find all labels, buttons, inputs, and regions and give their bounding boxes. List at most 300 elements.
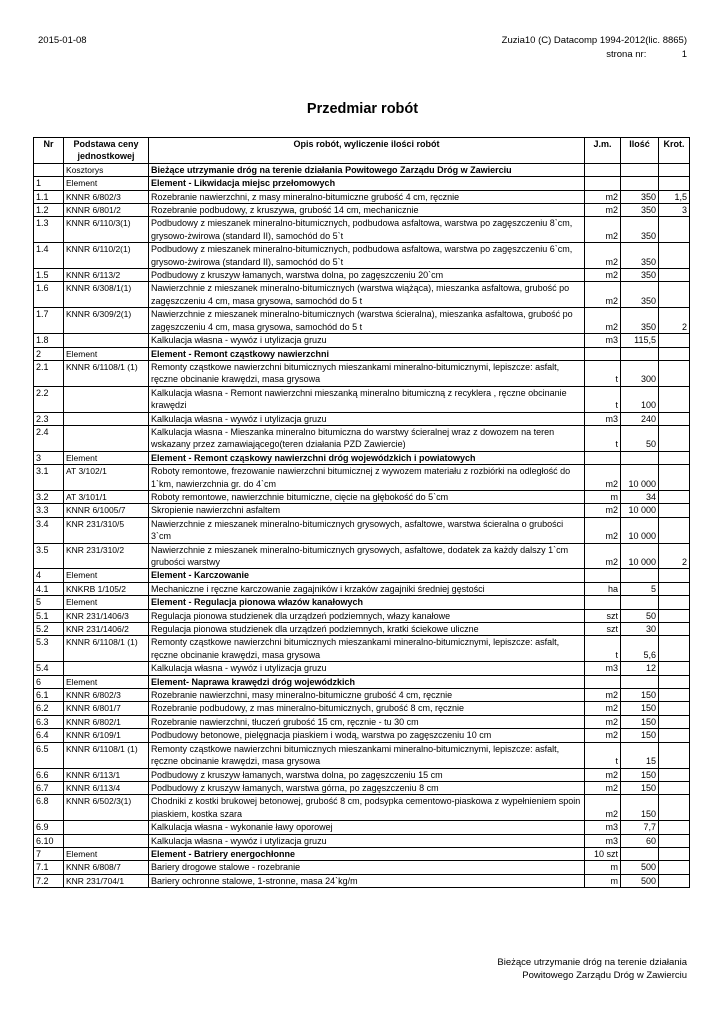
row-nr: 2: [34, 347, 64, 360]
row-nr: 7: [34, 847, 64, 860]
row-unit: m: [585, 874, 621, 887]
row-quantity: [621, 596, 659, 609]
row-description: Bariery drogowe stalowe - rozebranie: [149, 861, 585, 874]
row-description: Roboty remontowe, frezowanie nawierzchni bitumicznej z wywozem materiału z rozbiórki na odległość do 1`km, nawierzchnia gr. do 4`cm: [149, 465, 585, 491]
row-description: Podbudowy z mieszanek mineralno-bitumicznych, podbudowa asfaltowa, warstwa po zagęszczeniu 6`cm, grysowo-żwirowa (standard II), samochód do 5`t: [149, 243, 585, 269]
row-multiplier: [659, 662, 690, 675]
row-unit: [585, 675, 621, 688]
row-multiplier: [659, 569, 690, 582]
table-row: [34, 582, 690, 595]
row-description: Nawierzchnie z mieszanek mineralno-bitumicznych (warstwa wiążąca), mieszanka asfaltowa, grubość po zagęszczeniu 4 cm, masa grysowa, samochód do 5 t: [149, 282, 585, 308]
table-row: [34, 569, 690, 582]
row-basis: KNNR 6/110/2(1): [64, 243, 149, 269]
row-multiplier: [659, 347, 690, 360]
row-quantity: 30: [621, 623, 659, 636]
row-nr: 5.2: [34, 623, 64, 636]
row-multiplier: [659, 360, 690, 386]
row-basis: AT 3/101/1: [64, 490, 149, 503]
row-nr: 4.1: [34, 582, 64, 595]
row-description: Bieżące utrzymanie dróg na terenie działania Powitowego Zarządu Dróg w Zawierciu: [149, 163, 585, 176]
row-nr: 2.4: [34, 425, 64, 451]
row-description: Rozebranie podbudowy, z mas mineralno-bitumicznych, grubość 8 cm, ręcznie: [149, 702, 585, 715]
table-row: [34, 386, 690, 412]
table-row: [34, 190, 690, 203]
row-multiplier: 3: [659, 204, 690, 217]
row-multiplier: [659, 412, 690, 425]
row-quantity: [621, 163, 659, 176]
footer: [497, 956, 687, 982]
row-description: Nawierzchnie z mieszanek mineralno-bitumicznych grysowych, asfaltowe, warstwa ścieralna o grubości 3`cm: [149, 517, 585, 543]
row-description: Element - Likwidacja miejsc przełomowych: [149, 177, 585, 190]
row-basis: Element: [64, 569, 149, 582]
row-multiplier: [659, 217, 690, 243]
row-unit: m2: [585, 715, 621, 728]
row-description: Kalkulacja własna - wykonanie ławy oporowej: [149, 821, 585, 834]
row-quantity: 350: [621, 217, 659, 243]
row-nr: 6.9: [34, 821, 64, 834]
row-multiplier: [659, 874, 690, 887]
row-basis: KNNR 6/801/7: [64, 702, 149, 715]
row-unit: m2: [585, 190, 621, 203]
row-unit: [585, 177, 621, 190]
row-unit: szt: [585, 609, 621, 622]
row-description: Kalkulacja własna - wywóz i utylizacja gruzu: [149, 334, 585, 347]
table-row: [34, 861, 690, 874]
row-unit: m2: [585, 768, 621, 781]
row-unit: m2: [585, 504, 621, 517]
row-nr: 1.7: [34, 308, 64, 334]
row-quantity: [621, 451, 659, 464]
row-quantity: 240: [621, 412, 659, 425]
row-nr: [34, 163, 64, 176]
row-quantity: 10 000: [621, 543, 659, 569]
table-header-row: [34, 138, 690, 164]
row-basis: KNNR 6/808/7: [64, 861, 149, 874]
row-nr: 5: [34, 596, 64, 609]
row-unit: m2: [585, 689, 621, 702]
row-description: Kalkulacja własna - wywóz i utylizacja gruzu: [149, 412, 585, 425]
row-nr: 6.1: [34, 689, 64, 702]
row-nr: 3.4: [34, 517, 64, 543]
row-unit: m: [585, 861, 621, 874]
row-basis: KNNR 6/113/1: [64, 768, 149, 781]
row-basis: KNNR 6/1108/1 (1): [64, 742, 149, 768]
row-description: Kalkulacja własna - wywóz i utylizacja gruzu: [149, 834, 585, 847]
row-description: Rozebranie podbudowy, z kruszywa, grubość 14 cm, mechanicznie: [149, 204, 585, 217]
row-basis: KNNR 6/109/1: [64, 729, 149, 742]
table-row: [34, 543, 690, 569]
table-row: [34, 609, 690, 622]
row-basis: KNNR 6/113/4: [64, 781, 149, 794]
row-quantity: 500: [621, 874, 659, 887]
row-quantity: 5: [621, 582, 659, 595]
table-row: [34, 282, 690, 308]
row-multiplier: [659, 834, 690, 847]
table-row: [34, 636, 690, 662]
table-row: [34, 675, 690, 688]
table-row: [34, 596, 690, 609]
table-row: [34, 662, 690, 675]
row-multiplier: [659, 729, 690, 742]
row-quantity: 150: [621, 715, 659, 728]
document-title: Przedmiar robót: [306, 101, 419, 117]
row-description: Remonty cząstkowe nawierzchni bitumicznych mieszankami mineralno-bitumicznymi, lepiszcze: asfalt, ręczne obcinanie krawędzi, masa grysowa: [149, 360, 585, 386]
row-multiplier: [659, 425, 690, 451]
table-row: [34, 465, 690, 491]
row-quantity: 150: [621, 689, 659, 702]
table-row: [34, 874, 690, 887]
row-unit: m3: [585, 334, 621, 347]
row-nr: 1.6: [34, 282, 64, 308]
row-unit: m2: [585, 217, 621, 243]
row-basis: KNNR 6/801/2: [64, 204, 149, 217]
table-row: [34, 451, 690, 464]
row-unit: t: [585, 425, 621, 451]
table-row: [34, 729, 690, 742]
row-quantity: [621, 675, 659, 688]
row-multiplier: [659, 742, 690, 768]
row-quantity: 350: [621, 308, 659, 334]
row-basis: AT 3/102/1: [64, 465, 149, 491]
row-quantity: 350: [621, 282, 659, 308]
row-nr: 4: [34, 569, 64, 582]
row-nr: 5.1: [34, 609, 64, 622]
row-unit: ha: [585, 582, 621, 595]
row-basis: Element: [64, 347, 149, 360]
row-basis: [64, 334, 149, 347]
row-unit: m2: [585, 702, 621, 715]
row-description: Element - Regulacja pionowa włazów kanałowych: [149, 596, 585, 609]
row-multiplier: [659, 596, 690, 609]
row-description: Nawierzchnie z mieszanek mineralno-bitumicznych grysowych, asfaltowe, dodatek za każdy dalszy 1`cm grubości warstwy: [149, 543, 585, 569]
row-unit: [585, 451, 621, 464]
table-row: [34, 517, 690, 543]
software-license: Zuzia10 (C) Datacomp 1994-2012(lic. 8865): [501, 35, 687, 46]
table-row: [34, 243, 690, 269]
row-quantity: 150: [621, 729, 659, 742]
row-basis: KNNR 6/113/2: [64, 269, 149, 282]
table-row: [34, 795, 690, 821]
row-description: Podbudowy z kruszyw łamanych, warstwa dolna, po zagęszczeniu 15 cm: [149, 768, 585, 781]
row-nr: 6.2: [34, 702, 64, 715]
row-basis: KNNR 6/1108/1 (1): [64, 360, 149, 386]
row-description: Podbudowy z mieszanek mineralno-bitumicznych, podbudowa asfaltowa, warstwa po zagęszczeniu 8`cm, grysowo-żwirowa (standard II), samochód do 5`t: [149, 217, 585, 243]
row-quantity: 350: [621, 204, 659, 217]
row-nr: 1.5: [34, 269, 64, 282]
row-unit: szt: [585, 623, 621, 636]
row-unit: m2: [585, 543, 621, 569]
row-nr: 6.4: [34, 729, 64, 742]
row-multiplier: [659, 623, 690, 636]
row-basis: [64, 425, 149, 451]
row-nr: 5.3: [34, 636, 64, 662]
table-row: [34, 742, 690, 768]
row-description: Rozebranie nawierzchni, masy mineralno-bitumiczne grubość 4 cm, ręcznie: [149, 689, 585, 702]
col-header-basis: Podstawa ceny jednostkowej: [64, 138, 149, 164]
row-basis: KNR 231/310/2: [64, 543, 149, 569]
row-basis: Element: [64, 177, 149, 190]
row-quantity: 350: [621, 243, 659, 269]
row-multiplier: [659, 821, 690, 834]
row-description: Podbudowy z kruszyw łamanych, warstwa dolna, po zagęszczeniu 20`cm: [149, 269, 585, 282]
row-multiplier: [659, 689, 690, 702]
row-basis: KNNR 6/110/3(1): [64, 217, 149, 243]
row-multiplier: [659, 243, 690, 269]
row-basis: [64, 412, 149, 425]
row-nr: 2.2: [34, 386, 64, 412]
col-header-nr: Nr: [34, 138, 64, 164]
row-nr: 6.5: [34, 742, 64, 768]
row-basis: KNNR 6/802/1: [64, 715, 149, 728]
row-multiplier: [659, 504, 690, 517]
row-multiplier: [659, 847, 690, 860]
table-row: [34, 821, 690, 834]
row-unit: m3: [585, 821, 621, 834]
row-unit: t: [585, 636, 621, 662]
row-multiplier: [659, 675, 690, 688]
row-description: Regulacja pionowa studzienek dla urządzeń podziemnych, kratki ściekowe uliczne: [149, 623, 585, 636]
col-header-unit: J.m.: [585, 138, 621, 164]
row-multiplier: [659, 795, 690, 821]
row-multiplier: [659, 269, 690, 282]
row-quantity: 50: [621, 425, 659, 451]
row-nr: 6: [34, 675, 64, 688]
row-unit: t: [585, 386, 621, 412]
row-multiplier: [659, 768, 690, 781]
row-nr: 3.2: [34, 490, 64, 503]
row-nr: 7.2: [34, 874, 64, 887]
table-row: [34, 847, 690, 860]
row-description: Regulacja pionowa studzienek dla urządzeń podziemnych, włazy kanałowe: [149, 609, 585, 622]
footer-line-1: Bieżące utrzymanie dróg na terenie działania: [497, 957, 687, 968]
table-row: [34, 334, 690, 347]
table-row: [34, 204, 690, 217]
table-row: [34, 504, 690, 517]
row-multiplier: [659, 582, 690, 595]
row-quantity: 115,5: [621, 334, 659, 347]
row-unit: m2: [585, 308, 621, 334]
row-quantity: 150: [621, 795, 659, 821]
row-description: Kalkulacja własna - Mieszanka mineralno bitumiczna do warstwy ścieralnej wraz z dowozem na teren wskazany przez zamawiającego(teren działania PZD Zawiercie): [149, 425, 585, 451]
row-nr: 2.1: [34, 360, 64, 386]
row-multiplier: [659, 386, 690, 412]
row-basis: Element: [64, 451, 149, 464]
row-unit: m2: [585, 282, 621, 308]
row-multiplier: [659, 163, 690, 176]
row-unit: m2: [585, 204, 621, 217]
row-quantity: [621, 177, 659, 190]
row-description: Element - Batriery energochłonne: [149, 847, 585, 860]
table-row: [34, 781, 690, 794]
row-basis: KNR 231/310/5: [64, 517, 149, 543]
row-basis: KNNR 6/502/3(1): [64, 795, 149, 821]
row-description: Rozebranie nawierzchni, tłuczeń grubość 15 cm, ręcznie - tu 30 cm: [149, 715, 585, 728]
row-unit: m2: [585, 781, 621, 794]
table-row: [34, 177, 690, 190]
row-unit: [585, 569, 621, 582]
row-multiplier: 1,5: [659, 190, 690, 203]
row-multiplier: [659, 702, 690, 715]
row-nr: 1.1: [34, 190, 64, 203]
row-nr: 1.4: [34, 243, 64, 269]
row-basis: KNNR 6/802/3: [64, 689, 149, 702]
row-quantity: 300: [621, 360, 659, 386]
row-multiplier: [659, 451, 690, 464]
row-description: Bariery ochronne stalowe, 1-stronne, masa 24`kg/m: [149, 874, 585, 887]
row-quantity: 10 000: [621, 504, 659, 517]
row-multiplier: 2: [659, 308, 690, 334]
table-row: [34, 702, 690, 715]
table-body: [34, 163, 690, 887]
page-label: strona nr:: [606, 49, 647, 60]
row-unit: m2: [585, 729, 621, 742]
row-nr: 6.10: [34, 834, 64, 847]
table-row: [34, 347, 690, 360]
row-multiplier: [659, 781, 690, 794]
row-multiplier: [659, 636, 690, 662]
row-description: Remonty cząstkowe nawierzchni bitumicznych mieszankami mineralno-bitumicznymi, lepiszcze: asfalt, ręczne obcinanie krawędzi, masa grysowa: [149, 636, 585, 662]
page-number-line: [606, 49, 687, 60]
row-basis: KNNR 6/308/1(1): [64, 282, 149, 308]
row-description: Element- Naprawa krawędzi dróg wojewódzkich: [149, 675, 585, 688]
col-header-description: Opis robót, wyliczenie ilości robót: [149, 138, 585, 164]
row-basis: [64, 662, 149, 675]
row-description: Roboty remontowe, nawierzchnie bitumiczne, cięcie na głębokość do 5`cm: [149, 490, 585, 503]
row-quantity: 150: [621, 702, 659, 715]
row-description: Skropienie nawierzchni asfaltem: [149, 504, 585, 517]
row-quantity: 12: [621, 662, 659, 675]
row-nr: 6.8: [34, 795, 64, 821]
row-nr: 7.1: [34, 861, 64, 874]
row-quantity: 15: [621, 742, 659, 768]
row-multiplier: [659, 861, 690, 874]
row-unit: m2: [585, 243, 621, 269]
row-description: Chodniki z kostki brukowej betonowej, grubość 8 cm, podsypka cementowo-piaskowa z wypełnieniem spoin piaskiem, kostka szara: [149, 795, 585, 821]
row-description: Element - Remont cząstkowy nawierzchni: [149, 347, 585, 360]
row-basis: KNNR 6/309/2(1): [64, 308, 149, 334]
row-quantity: 60: [621, 834, 659, 847]
row-quantity: 7,7: [621, 821, 659, 834]
table-row: [34, 163, 690, 176]
row-nr: 3.1: [34, 465, 64, 491]
table-row: [34, 412, 690, 425]
table-row: [34, 490, 690, 503]
row-nr: 6.3: [34, 715, 64, 728]
row-quantity: 350: [621, 190, 659, 203]
table-row: [34, 834, 690, 847]
row-description: Element - Karczowanie: [149, 569, 585, 582]
row-description: Kalkulacja własna - Remont nawierzchni mieszanką mineralno bitumiczną z recyklera , ręczne obcinanie krawędzi: [149, 386, 585, 412]
row-quantity: 34: [621, 490, 659, 503]
row-multiplier: 2: [659, 543, 690, 569]
row-quantity: 350: [621, 269, 659, 282]
table-row: [34, 360, 690, 386]
row-multiplier: [659, 177, 690, 190]
row-quantity: [621, 347, 659, 360]
row-description: Element - Remont cząskowy nawierzchni dróg wojewódzkich i powiatowych: [149, 451, 585, 464]
row-nr: 3.3: [34, 504, 64, 517]
table-row: [34, 217, 690, 243]
row-unit: t: [585, 742, 621, 768]
col-header-quantity: Ilość: [621, 138, 659, 164]
row-quantity: 10 000: [621, 465, 659, 491]
row-basis: Element: [64, 847, 149, 860]
row-unit: m3: [585, 834, 621, 847]
row-basis: [64, 821, 149, 834]
row-nr: 1.2: [34, 204, 64, 217]
row-nr: 2.3: [34, 412, 64, 425]
row-unit: m2: [585, 465, 621, 491]
row-basis: Kosztorys: [64, 163, 149, 176]
row-quantity: 500: [621, 861, 659, 874]
table-row: [34, 269, 690, 282]
row-quantity: [621, 847, 659, 860]
row-nr: 6.7: [34, 781, 64, 794]
row-basis: KNR 231/1406/3: [64, 609, 149, 622]
row-unit: 10 szt: [585, 847, 621, 860]
row-multiplier: [659, 715, 690, 728]
row-basis: KNNR 6/802/3: [64, 190, 149, 203]
row-quantity: 10 000: [621, 517, 659, 543]
row-nr: 1.8: [34, 334, 64, 347]
row-quantity: 50: [621, 609, 659, 622]
row-basis: [64, 386, 149, 412]
table-row: [34, 308, 690, 334]
row-description: Nawierzchnie z mieszanek mineralno-bitumicznych (warstwa ścieralna), mieszanka asfaltowa, grubość po zagęszczeniu 4 cm, masa grysowa, samochód do 5 t: [149, 308, 585, 334]
table-row: [34, 623, 690, 636]
page-number: 1: [681, 49, 687, 60]
row-unit: [585, 163, 621, 176]
row-unit: m2: [585, 269, 621, 282]
bill-of-quantities-table: [33, 137, 690, 888]
row-basis: KNKRB 1/105/2: [64, 582, 149, 595]
row-multiplier: [659, 517, 690, 543]
footer-line-2: Powitowego Zarządu Dróg w Zawierciu: [522, 970, 687, 981]
table-row: [34, 425, 690, 451]
row-basis: KNR 231/1406/2: [64, 623, 149, 636]
row-nr: 3: [34, 451, 64, 464]
row-multiplier: [659, 334, 690, 347]
table-row: [34, 715, 690, 728]
row-quantity: 150: [621, 768, 659, 781]
row-unit: t: [585, 360, 621, 386]
row-unit: [585, 596, 621, 609]
row-nr: 1.3: [34, 217, 64, 243]
table-row: [34, 689, 690, 702]
row-unit: m3: [585, 412, 621, 425]
row-description: Mechaniczne i ręczne karczowanie zagajników i krzaków zagajniki średniej gęstości: [149, 582, 585, 595]
row-description: Podbudowy z kruszyw łamanych, warstwa górna, po zagęszczeniu 8 cm: [149, 781, 585, 794]
row-unit: m3: [585, 662, 621, 675]
row-multiplier: [659, 282, 690, 308]
row-nr: 5.4: [34, 662, 64, 675]
row-unit: m2: [585, 795, 621, 821]
row-basis: [64, 834, 149, 847]
row-basis: KNR 231/704/1: [64, 874, 149, 887]
row-quantity: 100: [621, 386, 659, 412]
row-description: Kalkulacja własna - wywóz i utylizacja gruzu: [149, 662, 585, 675]
row-nr: 3.5: [34, 543, 64, 569]
row-quantity: [621, 569, 659, 582]
row-description: Rozebranie nawierzchni, z masy mineralno-bitumiczne grubość 4 cm, ręcznie: [149, 190, 585, 203]
row-basis: Element: [64, 596, 149, 609]
col-header-multiplier: Krot.: [659, 138, 690, 164]
row-description: Podbudowy betonowe, pielęgnacja piaskiem i wodą, warstwa po zagęszczeniu 10 cm: [149, 729, 585, 742]
row-multiplier: [659, 490, 690, 503]
row-basis: KNNR 6/1005/7: [64, 504, 149, 517]
row-description: Remonty cząstkowe nawierzchni bitumicznych mieszankami mineralno-bitumicznymi, lepiszcze: asfalt, ręczne obcinanie krawędzi, masa grysowa: [149, 742, 585, 768]
row-multiplier: [659, 465, 690, 491]
